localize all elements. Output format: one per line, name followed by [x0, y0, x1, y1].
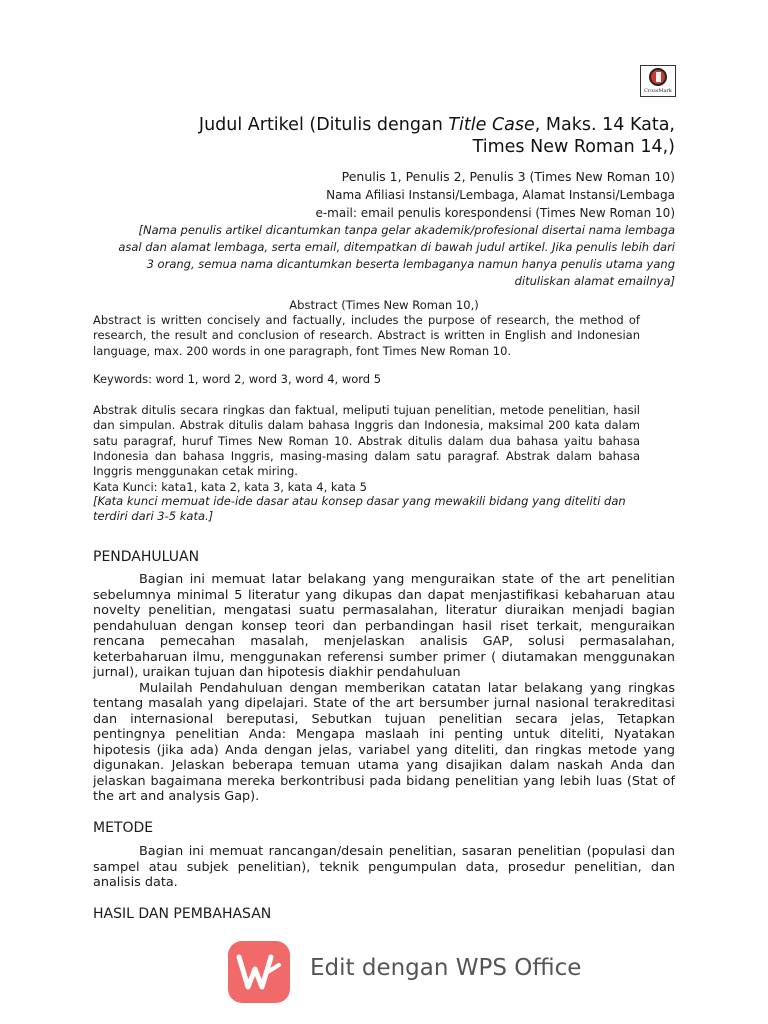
section-heading-pendahuluan: PENDAHULUAN	[93, 549, 200, 565]
abstrak-text: Abstrak ditulis secara ringkas dan faktual, meliputi tujuan penelitian, metode penelitian, hasil dan simpulan. Abstrak ditulis dalam bahasa Inggris dan Indonesia, maksimal 200 kata dalam satu paragraf, huruf Times New Roman 10. Abstrak ditulis dalam dua bahasa yaitu bahasa Indonesia dan bahasa Inggris, masing-masing dalam satu paragraf. Abstrak dalam bahasa Inggris menggunakan cetak miring.	[93, 403, 640, 479]
kata-kunci-note: [Kata kunci memuat ide-ide dasar atau konsep dasar yang mewakili bidang yang diteliti dan terdiri dari 3-5 kata.]	[93, 494, 626, 524]
wps-edit-link[interactable]: Edit dengan WPS Office	[310, 955, 582, 981]
section-heading-metode: METODE	[93, 820, 154, 836]
crossmark-label: CrossMark	[644, 88, 672, 94]
author-note: [Nama penulis artikel dicantumkan tanpa gelar akademik/profesional disertai nama lembaga asal dan alamat lembaga, serta email, ditempatkan di bawah judul artikel. Jika penulis lebih dari 3 orang, semua nama dicantumkan beserta lembaganya namun hanya penulis utama yang dituliskan alamat emailnya]	[118, 223, 675, 288]
wps-logo-icon[interactable]	[228, 941, 290, 1003]
kata-kunci-line	[93, 480, 640, 495]
section-heading-hasil: HASIL DAN PEMBAHASAN	[93, 906, 272, 922]
title-part2: , Maks. 14 Kata,	[534, 115, 675, 135]
authors-block	[115, 168, 675, 290]
author-names: Penulis 1, Penulis 2, Penulis 3 (Times New Roman 10)	[341, 169, 675, 184]
crossmark-badge[interactable]	[640, 65, 676, 97]
title-part1: Judul Artikel (Ditulis dengan	[198, 115, 449, 135]
article-title	[155, 114, 675, 158]
abstract-text: Abstract is written concisely and factually, includes the purpose of research, the method of research, the result and conclusion of research. Abstract is written in English and Indonesian language, max. 200 words in one paragraph, font Times New Roman 10.	[93, 313, 640, 358]
kata-kunci-label: Kata Kunci:	[93, 480, 158, 494]
author-email: e-mail: email penulis korespondensi (Times New Roman 10)	[315, 206, 675, 220]
keywords-values: word 1, word 2, word 3, word 4, word 5	[151, 372, 382, 386]
title-italic: Title Case	[448, 115, 535, 135]
author-affiliation: Nama Afiliasi Instansi/Lembaga, Alamat Instansi/Lembaga	[326, 188, 675, 202]
title-line2: Times New Roman 14,)	[472, 137, 675, 157]
pendahuluan-paragraph-1: Bagian ini memuat latar belakang yang menguraikan state of the art penelitian sebelumnya minimal 5 literatur yang dikupas dan dapat menjastifikasi kebaharuan atau novelty penelitian, mengatasi suatu permasalahan, literatur diuraikan menjadi bagian pendahuluan dengan konsep teori dan perbandingan hasil riset terkait, menguraikan rencana pemecahan masalah, menjelaskan analisis GAP, solusi permasalahan, keterbaharuan ilmu, menggunakan referensi sumber primer ( diutamakan menggunakan jurnal), uraikan tujuan dan hipotesis diakhir pendahuluan	[93, 572, 675, 680]
metode-paragraph-1: Bagian ini memuat rancangan/desain penelitian, sasaran penelitian (populasi dan sampel atau subjek penelitian), teknik pengumpulan data, prosedur penelitian, dan analisis data.	[93, 844, 675, 890]
abstract-heading: Abstract (Times New Roman 10,)	[289, 298, 479, 312]
keywords-line	[93, 372, 640, 387]
keywords-label: Keywords:	[93, 372, 152, 386]
kata-kunci-values: kata1, kata 2, kata 3, kata 4, kata 5	[157, 480, 367, 494]
section-body-metode	[93, 844, 675, 891]
pendahuluan-paragraph-2: Mulailah Pendahuluan dengan memberikan catatan latar belakang yang ringkas tentang masalah yang dipelajari. State of the art bersumber jurnal nasional terakreditasi dan internasional bereputasi, Sebutkan tujuan penelitian secara jelas, Tetapkan pentingnya penelitian Anda: Mengapa maslaah ini penting untuk diteliti, Nyatakan hipotesis (jika ada) Anda dengan jelas, variabel yang diteliti, dan ringkas metode yang digunakan. Jelaskan beberapa temuan utama yang disajikan dalam naskah Anda dan jelaskan bagaimana mereka berkontribusi pada bidang penelitian yang lebih luas (Stat of the art and analysis Gap).	[93, 680, 675, 804]
crossmark-icon-bar	[656, 72, 661, 82]
section-body-pendahuluan	[93, 572, 675, 805]
